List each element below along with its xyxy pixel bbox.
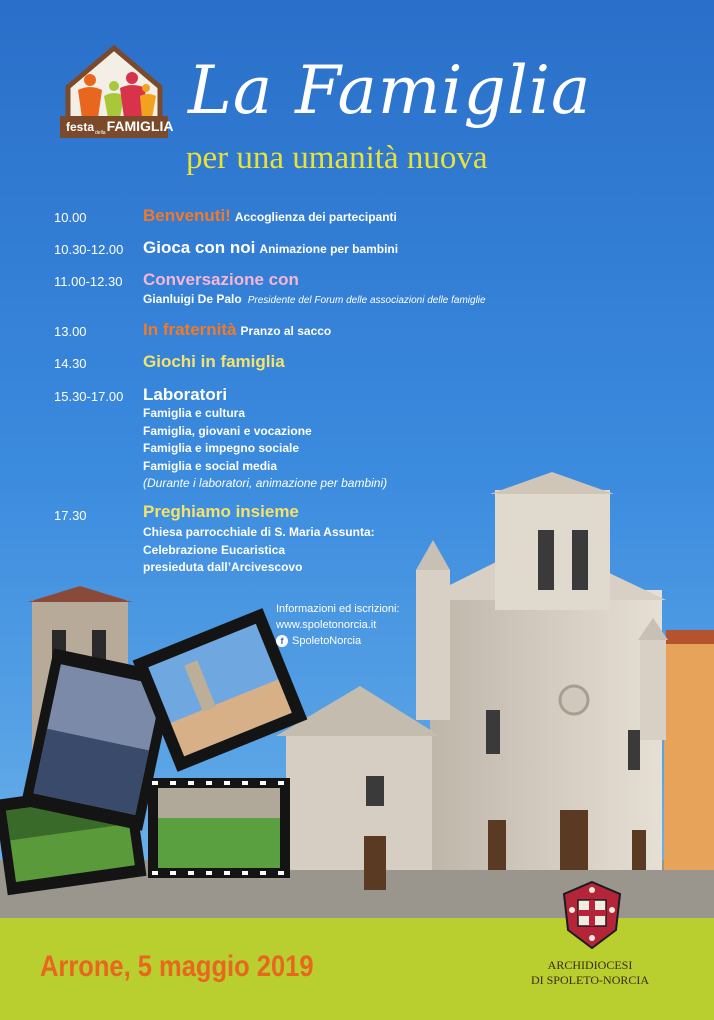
diocese-line-2: DI SPOLETO-NORCIA: [530, 973, 650, 987]
info-block: [276, 601, 400, 649]
diocese-line-1: ARCHIDIOCESI: [547, 958, 633, 972]
event-title: Benvenuti!: [143, 206, 231, 225]
poster-subtitle: per una umanità nuova: [186, 140, 488, 176]
event-desc: Accoglienza dei partecipanti: [234, 210, 397, 224]
speaker-role: Presidente del Forum delle associazioni delle famiglie: [247, 295, 486, 306]
event-title: Gioca con noi: [143, 238, 256, 257]
program-event: [143, 238, 398, 258]
diocese-coat-of-arms-icon: [560, 880, 624, 950]
mass-line: Celebrazione Eucaristica: [143, 542, 286, 557]
program-time: 17.30: [54, 508, 87, 523]
info-label: Informazioni ed iscrizioni:: [276, 603, 400, 615]
program-time: 14.30: [54, 356, 87, 371]
event-title: Conversazione con: [143, 270, 299, 289]
program-event: [143, 320, 331, 340]
event-title: Giochi in famiglia: [143, 352, 285, 371]
mass-line: presieduta dall’Arcivescovo: [143, 560, 303, 574]
facebook-handle: SpoletoNorcia: [292, 635, 362, 647]
program-event: [143, 385, 227, 405]
workshop-item: Famiglia e social media: [143, 458, 278, 473]
logo-caption-famiglia: FAMIGLIA: [106, 118, 174, 134]
event-title: Preghiamo insieme: [143, 502, 299, 521]
speaker-name: Gianluigi De Palo: [143, 292, 242, 306]
church-scene-illustration: [0, 440, 714, 920]
poster-title: La Famiglia: [188, 52, 592, 129]
event-title: Laboratori: [143, 385, 228, 404]
workshop-item: Famiglia e cultura: [143, 406, 246, 420]
diocese-name: [500, 958, 680, 988]
program-time: 11.00-12.30: [54, 274, 123, 289]
logo-caption-festa: festa: [66, 120, 95, 134]
info-facebook[interactable]: [276, 633, 400, 649]
speaker-line: [143, 292, 486, 306]
program-time: 15.30-17.00: [54, 389, 124, 404]
event-title: In fraternità: [143, 320, 237, 339]
program-event: [143, 270, 299, 290]
workshop-item: Famiglia, giovani e vocazione: [143, 423, 312, 438]
facebook-icon: f: [276, 635, 288, 647]
event-desc: Animazione per bambini: [259, 242, 399, 256]
event-date: Arrone, 5 maggio 2019: [40, 950, 314, 983]
workshop-note: (Durante i laboratori, animazione per bambini): [143, 476, 388, 490]
program-event: [143, 352, 285, 372]
program-time: 13.00: [54, 324, 87, 339]
logo-caption: [66, 118, 173, 134]
event-desc: Pranzo al sacco: [240, 324, 332, 338]
program-time: 10.00: [54, 210, 87, 225]
program-time: 10.30-12.00: [54, 242, 124, 257]
workshop-item: Famiglia e impegno sociale: [143, 441, 300, 455]
logo-caption-della: della: [95, 130, 106, 136]
mass-line: Chiesa parrocchiale di S. Maria Assunta:: [143, 525, 375, 539]
program-event: [143, 206, 397, 226]
info-website-link[interactable]: www.spoletonorcia.it: [276, 619, 377, 631]
